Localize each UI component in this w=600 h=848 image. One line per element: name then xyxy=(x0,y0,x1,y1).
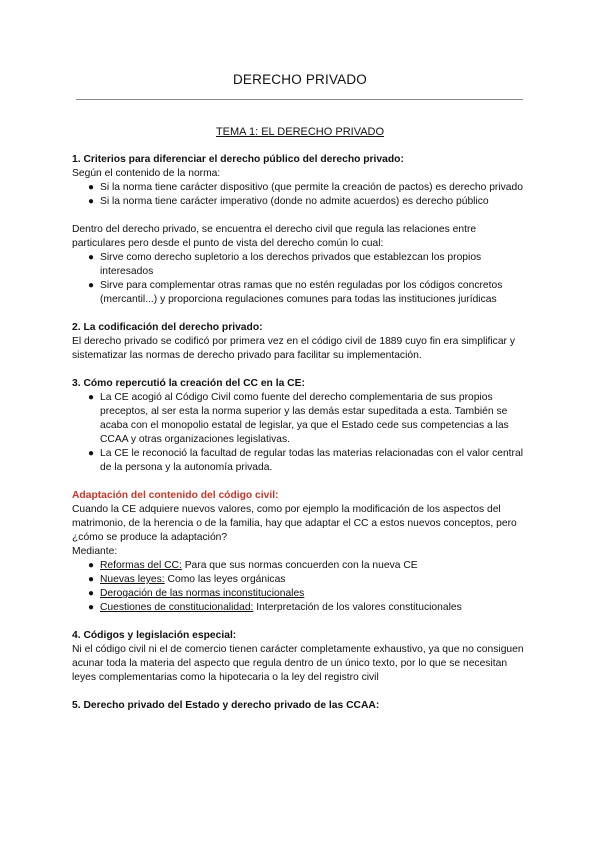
section-2-heading: 2. La codificación del derecho privado: xyxy=(72,322,263,333)
section-1-heading: 1. Criterios para diferenciar el derecho público del derecho privado: xyxy=(72,154,404,165)
section-1-intro: Según el contenido de la norma: xyxy=(72,168,221,179)
bullet-dot-icon: ● xyxy=(88,280,95,291)
bullet-dot-icon: ● xyxy=(88,252,95,263)
section-1-list xyxy=(72,181,532,209)
list-item: ● Si la norma tiene carácter dispositivo (que permite la creación de pactos) es derecho privado xyxy=(88,182,523,193)
list-item: ● La CE acogió al Código Civil como fuente del derecho complementaria de sus propios preceptos, al ser esta la norma superior y las demás estar supeditada a esta. También se acaba con el monopolio estatal de legislar, ya que el Estado cede sus competencias a las CCAA y otras organizaciones legislativas. xyxy=(88,392,509,445)
document-subtitle: TEMA 1: EL DERECHO PRIVADO xyxy=(215,126,385,138)
section-1-list-2 xyxy=(72,251,532,307)
adaptation-mediante: Mediante: xyxy=(72,546,118,557)
list-item: ● Reformas del CC: Para que sus normas concuerden con la nueva CE xyxy=(88,560,418,571)
bullet-dot-icon: ● xyxy=(88,448,95,459)
bullet-dot-icon: ● xyxy=(88,560,95,571)
bullet-dot-icon: ● xyxy=(88,588,95,599)
bullet-dot-icon: ● xyxy=(88,182,95,193)
section-3-list xyxy=(72,391,532,475)
bullet-dot-icon: ● xyxy=(88,602,95,613)
section-3-heading: 3. Cómo repercutió la creación del CC en la CE: xyxy=(72,378,305,389)
section-1-paragraph: Dentro del derecho privado, se encuentra el derecho civil que regula las relaciones entre particulares pero desde el punto de vista del derecho común lo cual: xyxy=(72,224,477,249)
list-item: ● Cuestiones de constitucionalidad: Interpretación de los valores constitucionales xyxy=(88,602,462,613)
section-4-paragraph: Ni el código civil ni el de comercio tienen carácter completamente exhaustivo, ya que no consiguen acunar toda la materia del aspecto que regula dentro de un único texto, por lo que se necesitan leyes complementarias como la hipotecaria o la ley del registro civil xyxy=(72,644,524,683)
bullet-dot-icon: ● xyxy=(88,574,95,585)
adaptation-list xyxy=(72,559,532,615)
section-5-heading: 5. Derecho privado del Estado y derecho privado de las CCAA: xyxy=(72,700,380,711)
list-item: ● Sirve para complementar otras ramas que no estén reguladas por los códigos concretos (mercantil...) y proporciona regulaciones comunes para todas las instituciones jurídicas xyxy=(88,280,503,305)
document-title: DERECHO PRIVADO xyxy=(232,72,368,87)
adaptation-paragraph: Cuando la CE adquiere nuevos valores, como por ejemplo la modificación de los aspectos del matrimonio, de la herencia o de la familia, hay que adaptar el CC a estos nuevos conceptos, pero ¿cómo se produce la adaptación? xyxy=(72,504,517,543)
bullet-dot-icon: ● xyxy=(88,196,95,207)
list-item: ● Derogación de las normas inconstitucionales xyxy=(88,588,305,599)
list-item: ● Nuevas leyes: Como las leyes orgánicas xyxy=(88,574,286,585)
list-item: ● La CE le reconoció la facultad de regular todas las materias relacionadas con el valor central de la persona y la autonomía privada. xyxy=(88,448,523,473)
list-item: ● Si la norma tiene carácter imperativo (donde no admite acuerdos) es derecho público xyxy=(88,196,489,207)
section-2-paragraph: El derecho privado se codificó por primera vez en el código civil de 1889 cuyo fin era simplificar y sistematizar las normas de derecho privado para facilitar su implementación. xyxy=(72,336,515,361)
document-body xyxy=(72,153,532,713)
list-item: ● Sirve como derecho supletorio a los derechos privados que establezcan los propios interesados xyxy=(88,252,482,277)
section-4-heading: 4. Códigos y legislación especial: xyxy=(72,630,237,641)
adaptation-heading: Adaptación del contenido del código civil: xyxy=(72,490,279,501)
title-divider xyxy=(76,99,523,100)
bullet-dot-icon: ● xyxy=(88,392,95,403)
